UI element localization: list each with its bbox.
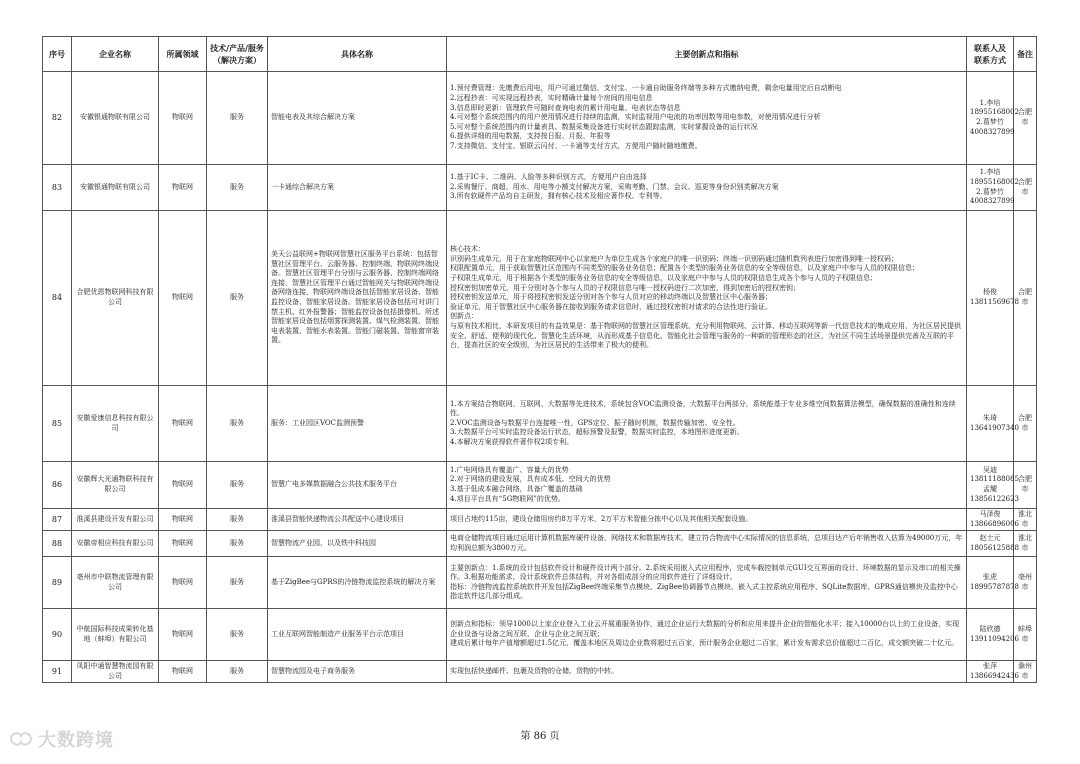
- header-field: 所属领域: [159, 37, 207, 72]
- product-name: 美天公益联网+物联网智慧社区服务平台系统：包括智慧社区管理平台、云服务器、控制终端、物联网终端设备。智慧社区管理平台分别与云服务器、控制终端网络连接，智慧社区管理平台通过智能网关与物联网终端设备网络连接，物联网终端设备包括智能家居设备、智能监控设备、智能家居设备。智能家居设备包括可对讲门禁主机、红外报警器；智能监控设备包括摄像机。所述智能家居设备包括烟雾探测装置、煤气检测装置、智能电表装置、智能水表装置。智能门磁装置、智能窗帘装置。: [268, 211, 447, 386]
- row-index: 88: [43, 531, 72, 557]
- table-row: [43, 72, 1037, 165]
- note-cell: 亳州市: [1014, 557, 1037, 609]
- page-number: 第 86 页: [520, 731, 560, 742]
- header-contact: 联系人及 联系方式: [967, 37, 1014, 72]
- row-index: 90: [43, 609, 72, 661]
- product-name: 基于ZigBee与GPRS的冷链物流监控系统的解决方案: [268, 557, 447, 609]
- row-index: 91: [43, 661, 72, 683]
- note-cell: 合肥市: [1014, 211, 1037, 386]
- contact-cell: 张萍 13866942436: [967, 661, 1014, 683]
- product-name: 工业互联网智能制造产业服务平台示范项目: [268, 609, 447, 661]
- field-cell: 物联网: [159, 661, 207, 683]
- contact-cell: 1.李培 18955168002 2.葛梦竹 4008327899: [967, 72, 1014, 165]
- detail-cell: 1.基于IC卡、二维码、人脸等多种识别方式，方便用户自由选择 2.采购餐厅、商超、用水、用电等小额支付解决方案，采购考勤、门禁、会议、巡更等身份识别类解决方案 3.所有软硬件产品均自主研发，拥有核心技术及相应著作权、专利等。: [447, 165, 967, 211]
- product-name: 淮溪县智能快递物流公共配送中心建设项目: [268, 509, 447, 531]
- product-name: 服务：工业园区VOC监测预警: [268, 386, 447, 462]
- type-cell: 服务: [207, 661, 268, 683]
- contact-cell: 马泽俊 13866896006: [967, 509, 1014, 531]
- watermark-text: 大数跨境: [38, 730, 114, 751]
- company-name: 亳州市中联物流管理有限公司: [72, 557, 159, 609]
- product-name: 智慧物流产业园，以及铁中科技园: [268, 531, 447, 557]
- header-type: 技术/产品/服务 （解决方案）: [207, 37, 268, 72]
- company-name: 安徽辉大光通物联科技有限公司: [72, 462, 159, 509]
- row-index: 86: [43, 462, 72, 509]
- note-cell: 合肥市: [1014, 386, 1037, 462]
- row-index: 82: [43, 72, 72, 165]
- table-row: [43, 557, 1037, 609]
- contact-cell: 陆欣德 13911094206: [967, 609, 1014, 661]
- note-cell: 滁州市: [1014, 661, 1037, 683]
- type-cell: 服务: [207, 386, 268, 462]
- contact-cell: 张虎 18995787878: [967, 557, 1014, 609]
- table-row: [43, 462, 1037, 509]
- row-index: 83: [43, 165, 72, 211]
- header-company: 企业名称: [72, 37, 159, 72]
- table-row: [43, 509, 1037, 531]
- company-name: 安徽帝相应科技有限公司: [72, 531, 159, 557]
- contact-cell: 吴迪 13811188085 孟耀 13856122623: [967, 462, 1014, 509]
- row-index: 87: [43, 509, 72, 531]
- header-name: 具体名称: [268, 37, 447, 72]
- field-cell: 物联网: [159, 211, 207, 386]
- table-row: [43, 661, 1037, 683]
- product-name: 一卡通综合解决方案: [268, 165, 447, 211]
- note-cell: 淮北市: [1014, 509, 1037, 531]
- header-detail: 主要创新点和指标: [447, 37, 967, 72]
- table-body: [43, 72, 1037, 683]
- company-name: 中航国际科技成果转化基地（蚌埠）有限公司: [72, 609, 159, 661]
- field-cell: 物联网: [159, 72, 207, 165]
- field-cell: 物联网: [159, 386, 207, 462]
- product-name: 智慧广电多媒数据融合公共技术服务平台: [268, 462, 447, 509]
- product-name: 智能电表及其综合解决方案: [268, 72, 447, 165]
- company-name: 安徽银通物联有限公司: [72, 72, 159, 165]
- company-name: 合肥优恩物联网科技有限公司: [72, 211, 159, 386]
- company-name: 淮溪县建设开发有限公司: [72, 509, 159, 531]
- row-index: 85: [43, 386, 72, 462]
- detail-cell: 电商仓储物流项目通过运用计算机数据库硬件设备，网络技术和数据库技术，建立符合物流中心实际情况的信息系统，总项目达产后年销售收入估算为49000万元，年均利润总额为3800万元。: [447, 531, 967, 557]
- company-name: 安徽银通物联有限公司: [72, 165, 159, 211]
- detail-cell: 主要创新点：1.系统的设计包括软件设计和硬件设计两个部分。2.系统采用嵌入式应用程序，完成车载控制单元GUI交互界面的设计、环境数据的显示及串口的相关操作。3.根据功能需求，设计系统软件总体结构，并对各组成部分的应用软件进行了详细设计。 指标：冷链物流监控系统软件开发包括ZigBee终端采集节点模块、ZigBee协调器节点模块、嵌入式主控系统应用程序、SQLite数据库、GPRS通信模块及监控中心指定软件这几部分组成。: [447, 557, 967, 609]
- note-cell: 淮北市: [1014, 531, 1037, 557]
- table-row: [43, 531, 1037, 557]
- type-cell: 服务: [207, 509, 268, 531]
- table-row: [43, 211, 1037, 386]
- type-cell: 服务: [207, 531, 268, 557]
- field-cell: 物联网: [159, 609, 207, 661]
- contact-cell: 朱琦 13641907340: [967, 386, 1014, 462]
- table-header-row: [43, 37, 1037, 72]
- table-row: [43, 386, 1037, 462]
- field-cell: 物联网: [159, 462, 207, 509]
- contact-cell: 杨俊 13811569678: [967, 211, 1014, 386]
- type-cell: 服务: [207, 211, 268, 386]
- table-row: [43, 609, 1037, 661]
- company-name: 凤阳中通智慧物流园有限公司: [72, 661, 159, 683]
- enterprise-table: [42, 36, 1037, 683]
- detail-cell: 实现包括快递邮件、包裹及货物的仓储、货物的中转。: [447, 661, 967, 683]
- field-cell: 物联网: [159, 165, 207, 211]
- header-index: 序号: [43, 37, 72, 72]
- row-index: 84: [43, 211, 72, 386]
- table-row: [43, 165, 1037, 211]
- detail-cell: 1.本方案结合物联网、互联网、大数据等先进技术，系统包含VOC监测设备，大数据平台两部分，系统能基于专业多维空间数据算法模型，确保数据的准确性和连续性。 2.VOC监测设备与数据平台连接唯一性，GPS定位、振子随时机制，数据传输加密、安全性。 3.大数据平台可实时监控设备运行状态，超标预警及报警，数据实时监控，本地图形进度更新。 4.本解决方案获得软件著作权2项专利。: [447, 386, 967, 462]
- type-cell: 服务: [207, 462, 268, 509]
- note-cell: 合肥市: [1014, 165, 1037, 211]
- note-cell: 合肥市: [1014, 72, 1037, 165]
- field-cell: 物联网: [159, 557, 207, 609]
- type-cell: 服务: [207, 609, 268, 661]
- note-cell: 合肥市: [1014, 462, 1037, 509]
- detail-cell: 1.预付费管理：先缴费后用电，用户可通过微信、支付宝、一卡通自助服务终端等多种方式缴纳电费，剩余电量用完后自动断电 2.远程抄表：可实现远程抄表，实时精确计量每个房间的用电信息 3.信息即时更新：管理软件可随时查询电表的累计用电量、电表状态等信息 4.可对整个系统范围内的用户使用情况进行持续的监测，实时监视用户电流的功率因数等用电参数，对使用情况进行分析 5.可对整个系统范围内的计量表具、数据采集设备进行实时状态跟踪监测，实时掌握设备的运行状况 6.提供详细的用电数据，支持按日报、月报、年报等 7.支持微信、支付宝、银联云闪付、一卡通等支付方式，方便用户随时随地缴费。: [447, 72, 967, 165]
- detail-cell: 1.广电网络具有覆盖广、容量大的优势 2.对于网络的建设发展，具有成本低、空间大的优势 3.基于低成本融合网络，具备广覆盖的基础 4.项目平台具有“5G物联网”的优势。: [447, 462, 967, 509]
- detail-cell: 创新点和指标：领导1000以上家企业登入工业云开展重服务协作，通过企业运行大数据的分析和应用来提升企业的智能化水平；接入10000台以上的工业设备，实现企业设备与设备之间互联，企业与企业之间互联； 建成后累计每年产值增额超过1.5亿元，覆盖本地区及周边企业数将超过五百家，预计服务企业超过二百家，累计发布需求总价值超过二百亿，成交额突破二十亿元。: [447, 609, 967, 661]
- row-index: 89: [43, 557, 72, 609]
- note-cell: 蚌埠市: [1014, 609, 1037, 661]
- type-cell: 服务: [207, 72, 268, 165]
- company-name: 安徽爱康信息科技有限公司: [72, 386, 159, 462]
- field-cell: 物联网: [159, 509, 207, 531]
- type-cell: 服务: [207, 165, 268, 211]
- detail-cell: 项目占地约115亩，建设仓储用房约8万平方米，2万平方米智能分拣中心以及其他相关配套设施。: [447, 509, 967, 531]
- detail-cell: 核心技术： 识别码生成单元，用于在家庭物联网中心以家庭户为单位生成各个家庭户的唯一识别码；终端一识别码通过随机数列表进行加密得到唯一授权码； 权限配置单元，用于获取智慧社区范围内不同类型的服务业务信息；配置各个类型的服务业务信息的安全等级信息，以及家庭户中参与人员的权限信息； 子权限生成单元，用于根据各个类型的服务业务信息的安全等级信息，以及家庭户中参与人员的权限信息生成各个参与人员的子权限信息； 授权密钥加密单元，用于分别对各个参与人员的子权限信息与唯一授权码进行二次加密，得到加密后的授权密钥； 授权密钥发送单元，用于将授权密钥发送分别对各个参与人员对应的移动终端以及智慧社区中心服务器； 验证单元，用于智慧社区中心服务器在接收到服务请求信息时，通过授权密钥对请求的合法性进行验证。 创新点： 与原有技术相比，本研发项目的有益效果是：基于物联网的智慧社区管理系统，充分利用物联网、云计算、移动互联网等新一代信息技术的集成应用，为社区居民提供安全、舒适、便利的现代化、智慧化生活环境，从而形成基于信息化、智能化社会管理与服务的一种新的管理形态的社区，为社区不同生活场景提供完善及互联的平台，提高社区的安全级别，为社区居民的生活带来了极大的便利。: [447, 211, 967, 386]
- contact-cell: 1.李培 18955168002 2.葛梦竹 4008327899: [967, 165, 1014, 211]
- product-name: 智慧物流园及电子商务服务: [268, 661, 447, 683]
- field-cell: 物联网: [159, 531, 207, 557]
- type-cell: 服务: [207, 557, 268, 609]
- contact-cell: 赵士元 18056125888: [967, 531, 1014, 557]
- header-note: 备注: [1014, 37, 1037, 72]
